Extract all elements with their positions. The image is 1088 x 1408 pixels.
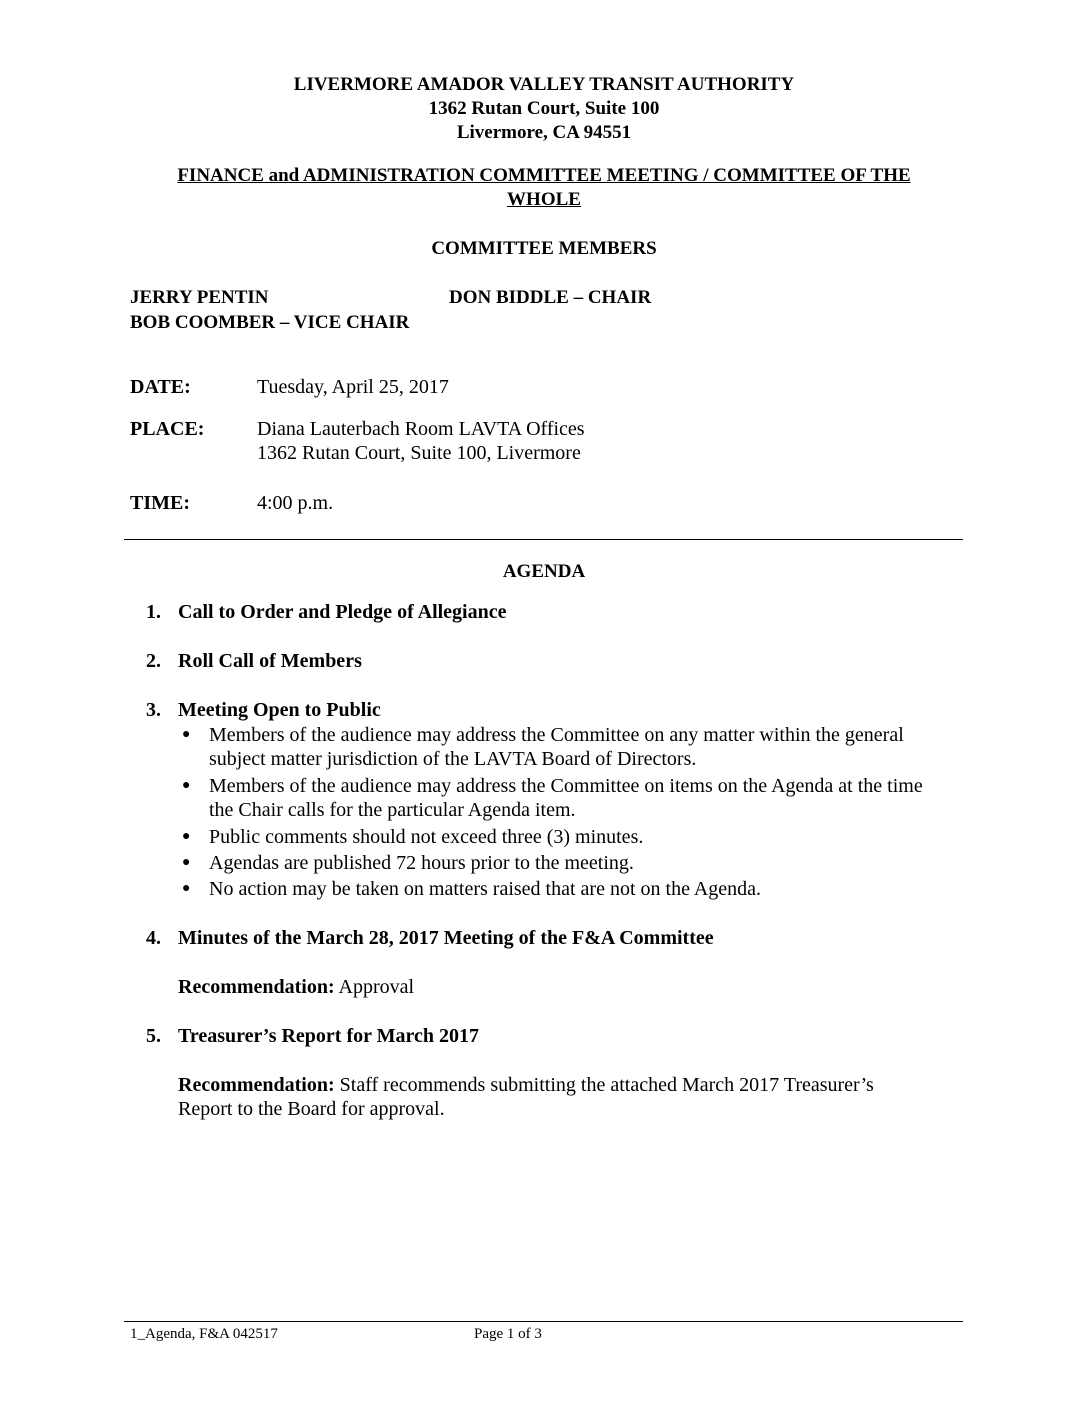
agenda-heading: AGENDA xyxy=(502,561,586,582)
agenda-item-number: 5. xyxy=(146,1025,161,1047)
org-address-line2: Livermore, CA 94551 xyxy=(456,122,632,143)
member-bob-coomber: BOB COOMBER – VICE CHAIR xyxy=(130,312,410,333)
recommendation-label: Recommendation: xyxy=(178,976,335,998)
footer-doc-id: 1_Agenda, F&A 042517 xyxy=(130,1326,278,1342)
agenda-item-title: Minutes of the March 28, 2017 Meeting of the F&A Committee xyxy=(178,927,714,949)
place-label: PLACE: xyxy=(130,418,205,440)
bullet-text: Members of the audience may address the Committee on items on the Agenda at the time xyxy=(209,775,923,797)
org-name: LIVERMORE AMADOR VALLEY TRANSIT AUTHORITY xyxy=(293,74,795,95)
meeting-title-line2: WHOLE xyxy=(507,189,581,210)
time-value: 4:00 p.m. xyxy=(257,492,334,514)
recommendation-text: Approval xyxy=(334,976,415,998)
bullet-text: the Chair calls for the particular Agenda item. xyxy=(209,799,576,821)
agenda-item-number: 2. xyxy=(146,650,161,672)
member-jerry-pentin: JERRY PENTIN xyxy=(130,287,269,308)
bullet-text: Public comments should not exceed three (3) minutes. xyxy=(209,826,644,848)
divider xyxy=(124,539,963,540)
agenda-item-title: Roll Call of Members xyxy=(178,650,362,672)
recommendation-text: Staff recommends submitting the attached March 2017 Treasurer’s xyxy=(334,1074,874,1096)
bullet-icon: ● xyxy=(182,727,191,742)
bullet-text: No action may be taken on matters raised that are not on the Agenda. xyxy=(209,878,762,900)
bullet-icon: ● xyxy=(182,778,191,793)
bullet-icon: ● xyxy=(182,881,191,896)
footer-page-number: Page 1 of 3 xyxy=(474,1326,542,1342)
place-value-line1: Diana Lauterbach Room LAVTA Offices xyxy=(257,418,585,440)
committee-heading: COMMITTEE MEMBERS xyxy=(431,238,657,259)
date-value: Tuesday, April 25, 2017 xyxy=(257,376,449,398)
meeting-title-line1: FINANCE and ADMINISTRATION COMMITTEE MEETING / COMMITTEE OF THE xyxy=(177,165,911,186)
agenda-item-title: Treasurer’s Report for March 2017 xyxy=(178,1025,480,1047)
bullet-text: Members of the audience may address the Committee on any matter within the general xyxy=(209,724,904,746)
time-label: TIME: xyxy=(130,492,190,514)
recommendation xyxy=(178,975,414,999)
agenda-item-number: 1. xyxy=(146,601,161,623)
recommendation-text-cont: Report to the Board for approval. xyxy=(178,1098,445,1120)
agenda-item-title: Call to Order and Pledge of Allegiance xyxy=(178,601,507,623)
bullet-text: Agendas are published 72 hours prior to the meeting. xyxy=(209,852,634,874)
bullet-icon: ● xyxy=(182,855,191,870)
agenda-item-number: 4. xyxy=(146,927,161,949)
recommendation xyxy=(178,1073,874,1097)
footer-divider xyxy=(124,1321,963,1322)
agenda-item-title: Meeting Open to Public xyxy=(178,699,381,721)
bullet-icon: ● xyxy=(182,829,191,844)
place-value-line2: 1362 Rutan Court, Suite 100, Livermore xyxy=(257,442,581,464)
recommendation-label: Recommendation: xyxy=(178,1074,335,1096)
agenda-item-number: 3. xyxy=(146,699,161,721)
org-address-line1: 1362 Rutan Court, Suite 100 xyxy=(428,98,660,119)
member-don-biddle: DON BIDDLE – CHAIR xyxy=(449,287,652,308)
bullet-text: subject matter jurisdiction of the LAVTA Board of Directors. xyxy=(209,748,697,770)
date-label: DATE: xyxy=(130,376,191,398)
